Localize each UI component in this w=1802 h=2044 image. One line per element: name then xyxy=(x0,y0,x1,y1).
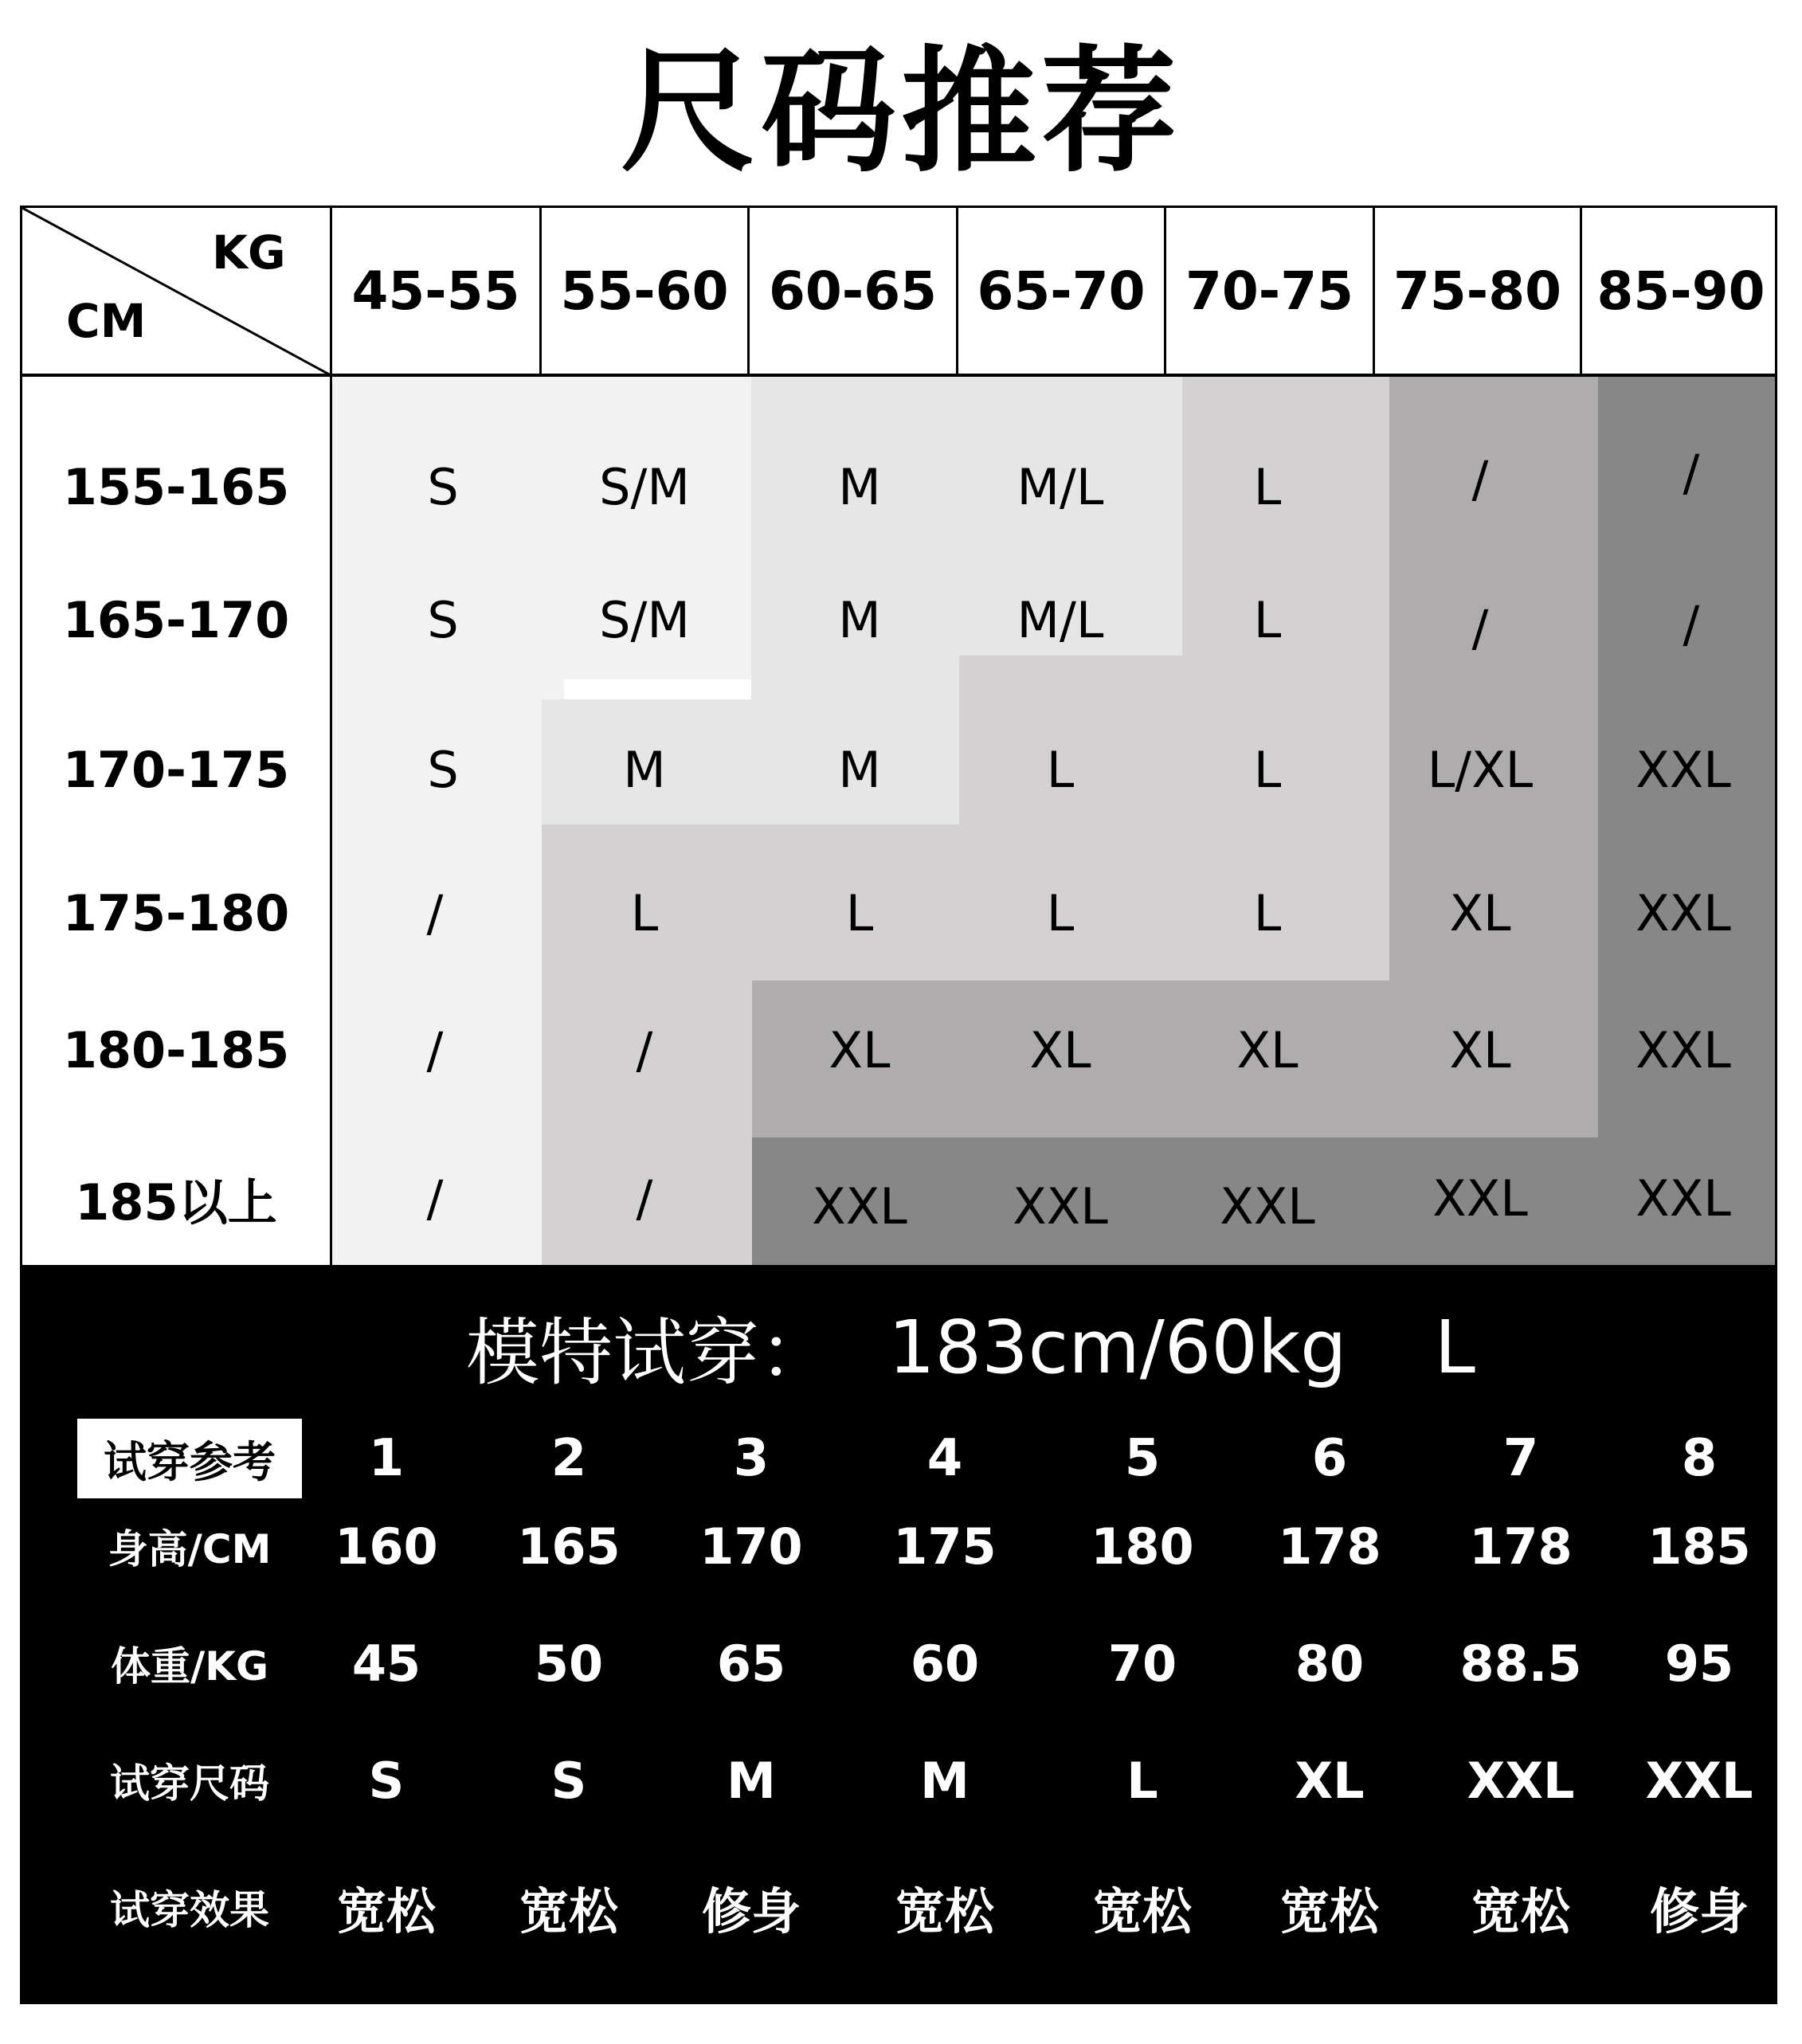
reference-value: 88.5 xyxy=(1459,1634,1582,1693)
size-cell: XXL xyxy=(1432,1169,1528,1228)
height-label: 155-165 xyxy=(62,457,290,516)
reference-value: 宽松 xyxy=(1279,1881,1379,1940)
reference-column-number: 6 xyxy=(1311,1429,1348,1488)
size-cell: XL xyxy=(1236,1020,1299,1079)
try-on-reference-panel xyxy=(20,1267,1777,2004)
height-label: 175-180 xyxy=(62,883,290,942)
reference-value: 175 xyxy=(893,1517,997,1576)
size-cell: S xyxy=(427,457,459,516)
size-cell: XXL xyxy=(1636,740,1731,799)
model-measurements: 183cm/60kg xyxy=(888,1304,1347,1390)
reference-value: 65 xyxy=(716,1634,786,1693)
size-chart-table xyxy=(20,206,1777,1267)
size-cell: XL xyxy=(1029,1020,1091,1079)
reference-column-number: 7 xyxy=(1502,1429,1539,1488)
reference-value: 178 xyxy=(1469,1517,1573,1576)
reference-value: 50 xyxy=(534,1634,604,1693)
size-cell: / xyxy=(1471,449,1489,508)
model-size: L xyxy=(1434,1304,1475,1390)
size-cell: XXL xyxy=(1636,1169,1731,1228)
reference-column-number: 3 xyxy=(733,1429,770,1488)
reference-column-number: 2 xyxy=(550,1429,587,1488)
reference-value: M xyxy=(727,1751,776,1810)
size-cell: L/XL xyxy=(1427,740,1534,799)
weight-header: 55-60 xyxy=(560,260,729,322)
reference-value: S xyxy=(368,1751,405,1810)
reference-value: 修身 xyxy=(701,1881,801,1940)
corner-cm-label: CM xyxy=(66,294,147,348)
weight-header: 75-80 xyxy=(1393,260,1562,322)
reference-column-number: 1 xyxy=(368,1429,405,1488)
reference-value: 185 xyxy=(1647,1517,1751,1576)
size-cell: L xyxy=(630,883,659,942)
weight-header: 65-70 xyxy=(977,260,1146,322)
reference-value: 95 xyxy=(1664,1634,1734,1693)
page-title: 尺码推荐 xyxy=(620,33,1181,191)
reference-value: 45 xyxy=(351,1634,421,1693)
reference-value: 70 xyxy=(1107,1634,1177,1693)
size-cell: / xyxy=(1471,598,1489,657)
reference-value: 170 xyxy=(699,1517,803,1576)
reference-value: XL xyxy=(1295,1751,1365,1810)
model-fitting-line xyxy=(466,1299,1475,1395)
reference-value: 180 xyxy=(1091,1517,1194,1576)
size-cell: S xyxy=(427,590,459,649)
reference-value: M xyxy=(920,1751,970,1810)
size-cell: L xyxy=(1253,883,1282,942)
size-cell: L xyxy=(845,883,874,942)
size-cell: XL xyxy=(1449,1020,1511,1079)
height-label: 185以上 xyxy=(75,1173,277,1231)
size-cell: L xyxy=(1046,740,1075,799)
size-cell: S/M xyxy=(599,590,690,649)
size-cell: XXL xyxy=(1220,1177,1315,1235)
reference-value: XXL xyxy=(1645,1751,1753,1810)
size-cell: XL xyxy=(1449,883,1511,942)
reference-value: L xyxy=(1126,1751,1158,1810)
reference-row-label: 试穿尺码 xyxy=(110,1760,269,1807)
size-cell: L xyxy=(1046,883,1075,942)
reference-row-label: 体重/KG xyxy=(110,1643,269,1690)
size-cell: XL xyxy=(829,1020,891,1079)
size-cell: M xyxy=(838,740,881,799)
reference-value: XXL xyxy=(1467,1751,1575,1810)
model-label: 模特试穿： xyxy=(466,1310,833,1396)
size-cell: M xyxy=(623,740,666,799)
reference-value: 宽松 xyxy=(1471,1881,1570,1940)
size-cell: / xyxy=(1683,443,1700,502)
weight-header: 70-75 xyxy=(1185,260,1354,322)
size-cell: XXL xyxy=(1636,883,1731,942)
reference-row-label: 身高/CM xyxy=(108,1526,272,1572)
size-cell: XXL xyxy=(1636,1020,1731,1079)
reference-value: 60 xyxy=(910,1634,980,1693)
size-cell: / xyxy=(426,1169,444,1228)
weight-header: 85-90 xyxy=(1596,260,1765,322)
size-cell: / xyxy=(426,1020,444,1079)
reference-value: 178 xyxy=(1278,1517,1381,1576)
weight-header: 45-55 xyxy=(351,260,520,322)
size-cell: XXL xyxy=(812,1177,907,1235)
reference-value: 165 xyxy=(517,1517,621,1576)
try-on-reference-badge: 试穿参考 xyxy=(77,1419,302,1498)
size-cell: M/L xyxy=(1017,457,1104,516)
size-cell: S/M xyxy=(599,457,690,516)
size-cell: / xyxy=(1683,594,1700,653)
reference-value: 宽松 xyxy=(519,1881,618,1940)
reference-column-number: 8 xyxy=(1681,1429,1718,1488)
size-cell: L xyxy=(1253,590,1282,649)
size-cell: L xyxy=(1253,457,1282,516)
reference-value: 80 xyxy=(1295,1634,1365,1693)
reference-row-label: 试穿效果 xyxy=(110,1887,269,1933)
reference-value: 宽松 xyxy=(1092,1881,1192,1940)
reference-column-number: 5 xyxy=(1124,1429,1161,1488)
reference-value: 160 xyxy=(335,1517,438,1576)
size-cell: S xyxy=(427,740,459,799)
size-cell: / xyxy=(636,1020,653,1079)
reference-column-number: 4 xyxy=(926,1429,963,1488)
size-cell: L xyxy=(1253,740,1282,799)
reference-value: 宽松 xyxy=(895,1881,994,1940)
size-cell: XXL xyxy=(1013,1177,1108,1235)
corner-kg-label: KG xyxy=(212,225,286,280)
size-cell: / xyxy=(426,883,444,942)
height-label: 180-185 xyxy=(62,1020,290,1079)
size-cell: M xyxy=(838,590,881,649)
reference-value: 修身 xyxy=(1649,1881,1749,1940)
reference-value: 宽松 xyxy=(336,1881,436,1940)
reference-value: S xyxy=(550,1751,587,1810)
height-label: 165-170 xyxy=(62,590,290,649)
weight-header: 60-65 xyxy=(768,260,938,322)
height-label: 170-175 xyxy=(62,740,290,799)
size-cell: M/L xyxy=(1017,590,1104,649)
size-cell: M xyxy=(838,457,881,516)
size-cell: / xyxy=(636,1169,653,1228)
